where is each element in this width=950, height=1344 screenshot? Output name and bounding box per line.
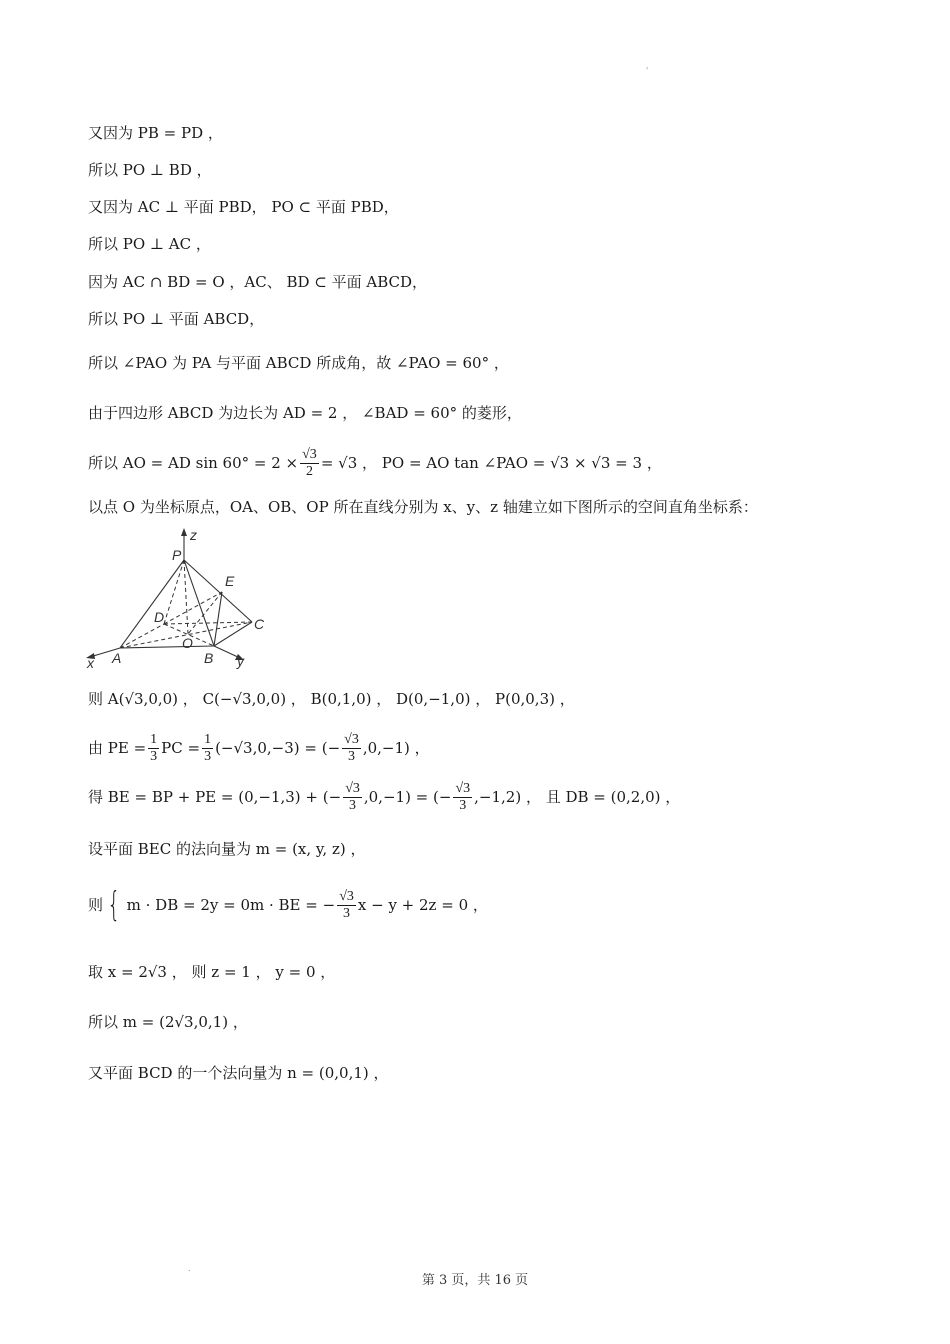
line13-part-c: ,−1,2) ， 且 DB = (0,2,0) ， <box>474 788 681 806</box>
edge-DC <box>164 622 252 624</box>
line15-part-a: 则 <box>88 895 104 914</box>
fraction-one-third <box>202 733 213 764</box>
fraction-numerator: √3 <box>344 732 359 747</box>
fraction-numerator: 1 <box>204 732 212 747</box>
edge-PB <box>184 560 214 646</box>
fraction-sqrt3-over-3 <box>342 733 361 764</box>
fraction-sqrt3-over-3 <box>453 782 472 813</box>
fraction-denominator: 2 <box>305 464 313 479</box>
fraction-numerator: 1 <box>150 732 158 747</box>
z-arrow <box>181 528 187 536</box>
proof-line-1: 又因为 PB = PD ， <box>88 124 223 142</box>
label-C: C <box>254 616 265 632</box>
label-B: B <box>204 650 214 666</box>
label-P: P <box>172 547 182 563</box>
proof-line-2: 所以 PO ⊥ BD ， <box>88 161 212 179</box>
line12-part-c: (−√3,0,−3) = (− <box>215 739 341 757</box>
fraction-numerator: √3 <box>345 781 360 796</box>
pyramid-figure <box>84 526 284 671</box>
fraction-denominator: 3 <box>349 798 357 813</box>
line12-part-a: 由 PE = <box>88 739 147 757</box>
label-x: x <box>87 655 94 671</box>
line12-part-d: ,0,−1) ， <box>362 739 430 757</box>
fraction-sqrt3-over-3 <box>337 890 356 921</box>
fraction-numerator: √3 <box>302 447 317 462</box>
label-O: O <box>182 635 193 651</box>
label-E: E <box>225 573 235 589</box>
proof-line-10: 以点 O 为坐标原点，OA、OB、OP 所在直线分别为 x、y、z 轴建立如下图所示的空间直角坐标系： <box>88 498 758 516</box>
fraction-denominator: 3 <box>343 905 351 921</box>
proof-line-4: 所以 PO ⊥ AC ， <box>88 235 211 253</box>
proof-line-15 <box>88 885 488 925</box>
line15-part-c: x − y + 2z = 0 ， <box>357 895 488 914</box>
fraction-numerator: √3 <box>455 781 471 796</box>
proof-line-8: 由于四边形 ABCD 为边长为 AD = 2 ， ∠BAD = 60° 的菱形， <box>88 404 522 422</box>
label-z: z <box>190 527 197 543</box>
line9-part-a: 所以 AO = AD sin 60° = 2 × <box>88 454 299 472</box>
label-y: y <box>237 653 244 669</box>
proof-line-11: 则 A(√3,0,0) ， C(−√3,0,0) ， B(0,1,0) ， D(0,−1,0) ， P(0,0,3) ， <box>88 690 575 708</box>
line13-part-a: 得 BE = BP + PE = (0,−1,3) + (− <box>88 788 342 806</box>
stray-mark: . <box>188 1264 191 1273</box>
fraction-one-third <box>148 733 159 764</box>
fraction-denominator: 3 <box>348 749 355 764</box>
brace-icon: { <box>107 885 121 925</box>
proof-line-13 <box>88 782 680 813</box>
edge-AD <box>120 624 164 648</box>
edge-AB <box>120 646 214 648</box>
proof-line-6: 所以 PO ⊥ 平面 ABCD， <box>88 310 265 328</box>
edge-PA <box>120 560 184 648</box>
proof-line-14: 设平面 BEC 的法向量为 m = (x, y, z) ， <box>88 840 366 858</box>
proof-line-9 <box>88 448 662 479</box>
fraction-denominator: 3 <box>150 749 158 764</box>
proof-line-7: 所以 ∠PAO 为 PA 与平面 ABCD 所成角，故 ∠PAO = 60° ， <box>88 354 509 372</box>
fraction-numerator: √3 <box>339 888 354 904</box>
fraction-denominator: 3 <box>204 749 212 764</box>
proof-line-3: 又因为 AC ⊥ 平面 PBD， PO ⊂ 平面 PBD， <box>88 198 399 216</box>
fraction-sqrt3-over-3 <box>343 782 362 813</box>
line12-part-b: PC = <box>161 739 201 757</box>
edge-PD <box>164 560 184 624</box>
line13-part-b: ,0,−1) = (− <box>363 788 452 806</box>
line9-part-b: = √3 ， PO = AO tan ∠PAO = √3 × √3 = 3 ， <box>320 454 662 472</box>
proof-line-12 <box>88 733 430 764</box>
label-D: D <box>154 609 165 625</box>
proof-line-17: 所以 m = (2√3,0,1) ， <box>88 1013 248 1031</box>
proof-line-18: 又平面 BCD 的一个法向量为 n = (0,0,1) ， <box>88 1064 389 1082</box>
proof-line-16: 取 x = 2√3 ， 则 z = 1 ， y = 0 ， <box>88 963 336 981</box>
page-footer: 第 3 页，共 16 页 <box>421 1273 529 1288</box>
fraction-sqrt3-over-2 <box>300 448 319 479</box>
fraction-denominator: 3 <box>459 798 467 813</box>
proof-line-5: 因为 AC ∩ BD = O ，AC、 BD ⊂ 平面 ABCD， <box>88 273 428 291</box>
line15-part-b: m · DB = 2y = 0m · BE = − <box>126 895 336 914</box>
stray-mark: ' <box>646 66 649 75</box>
label-A: A <box>112 650 122 666</box>
edge-PC <box>184 560 252 622</box>
